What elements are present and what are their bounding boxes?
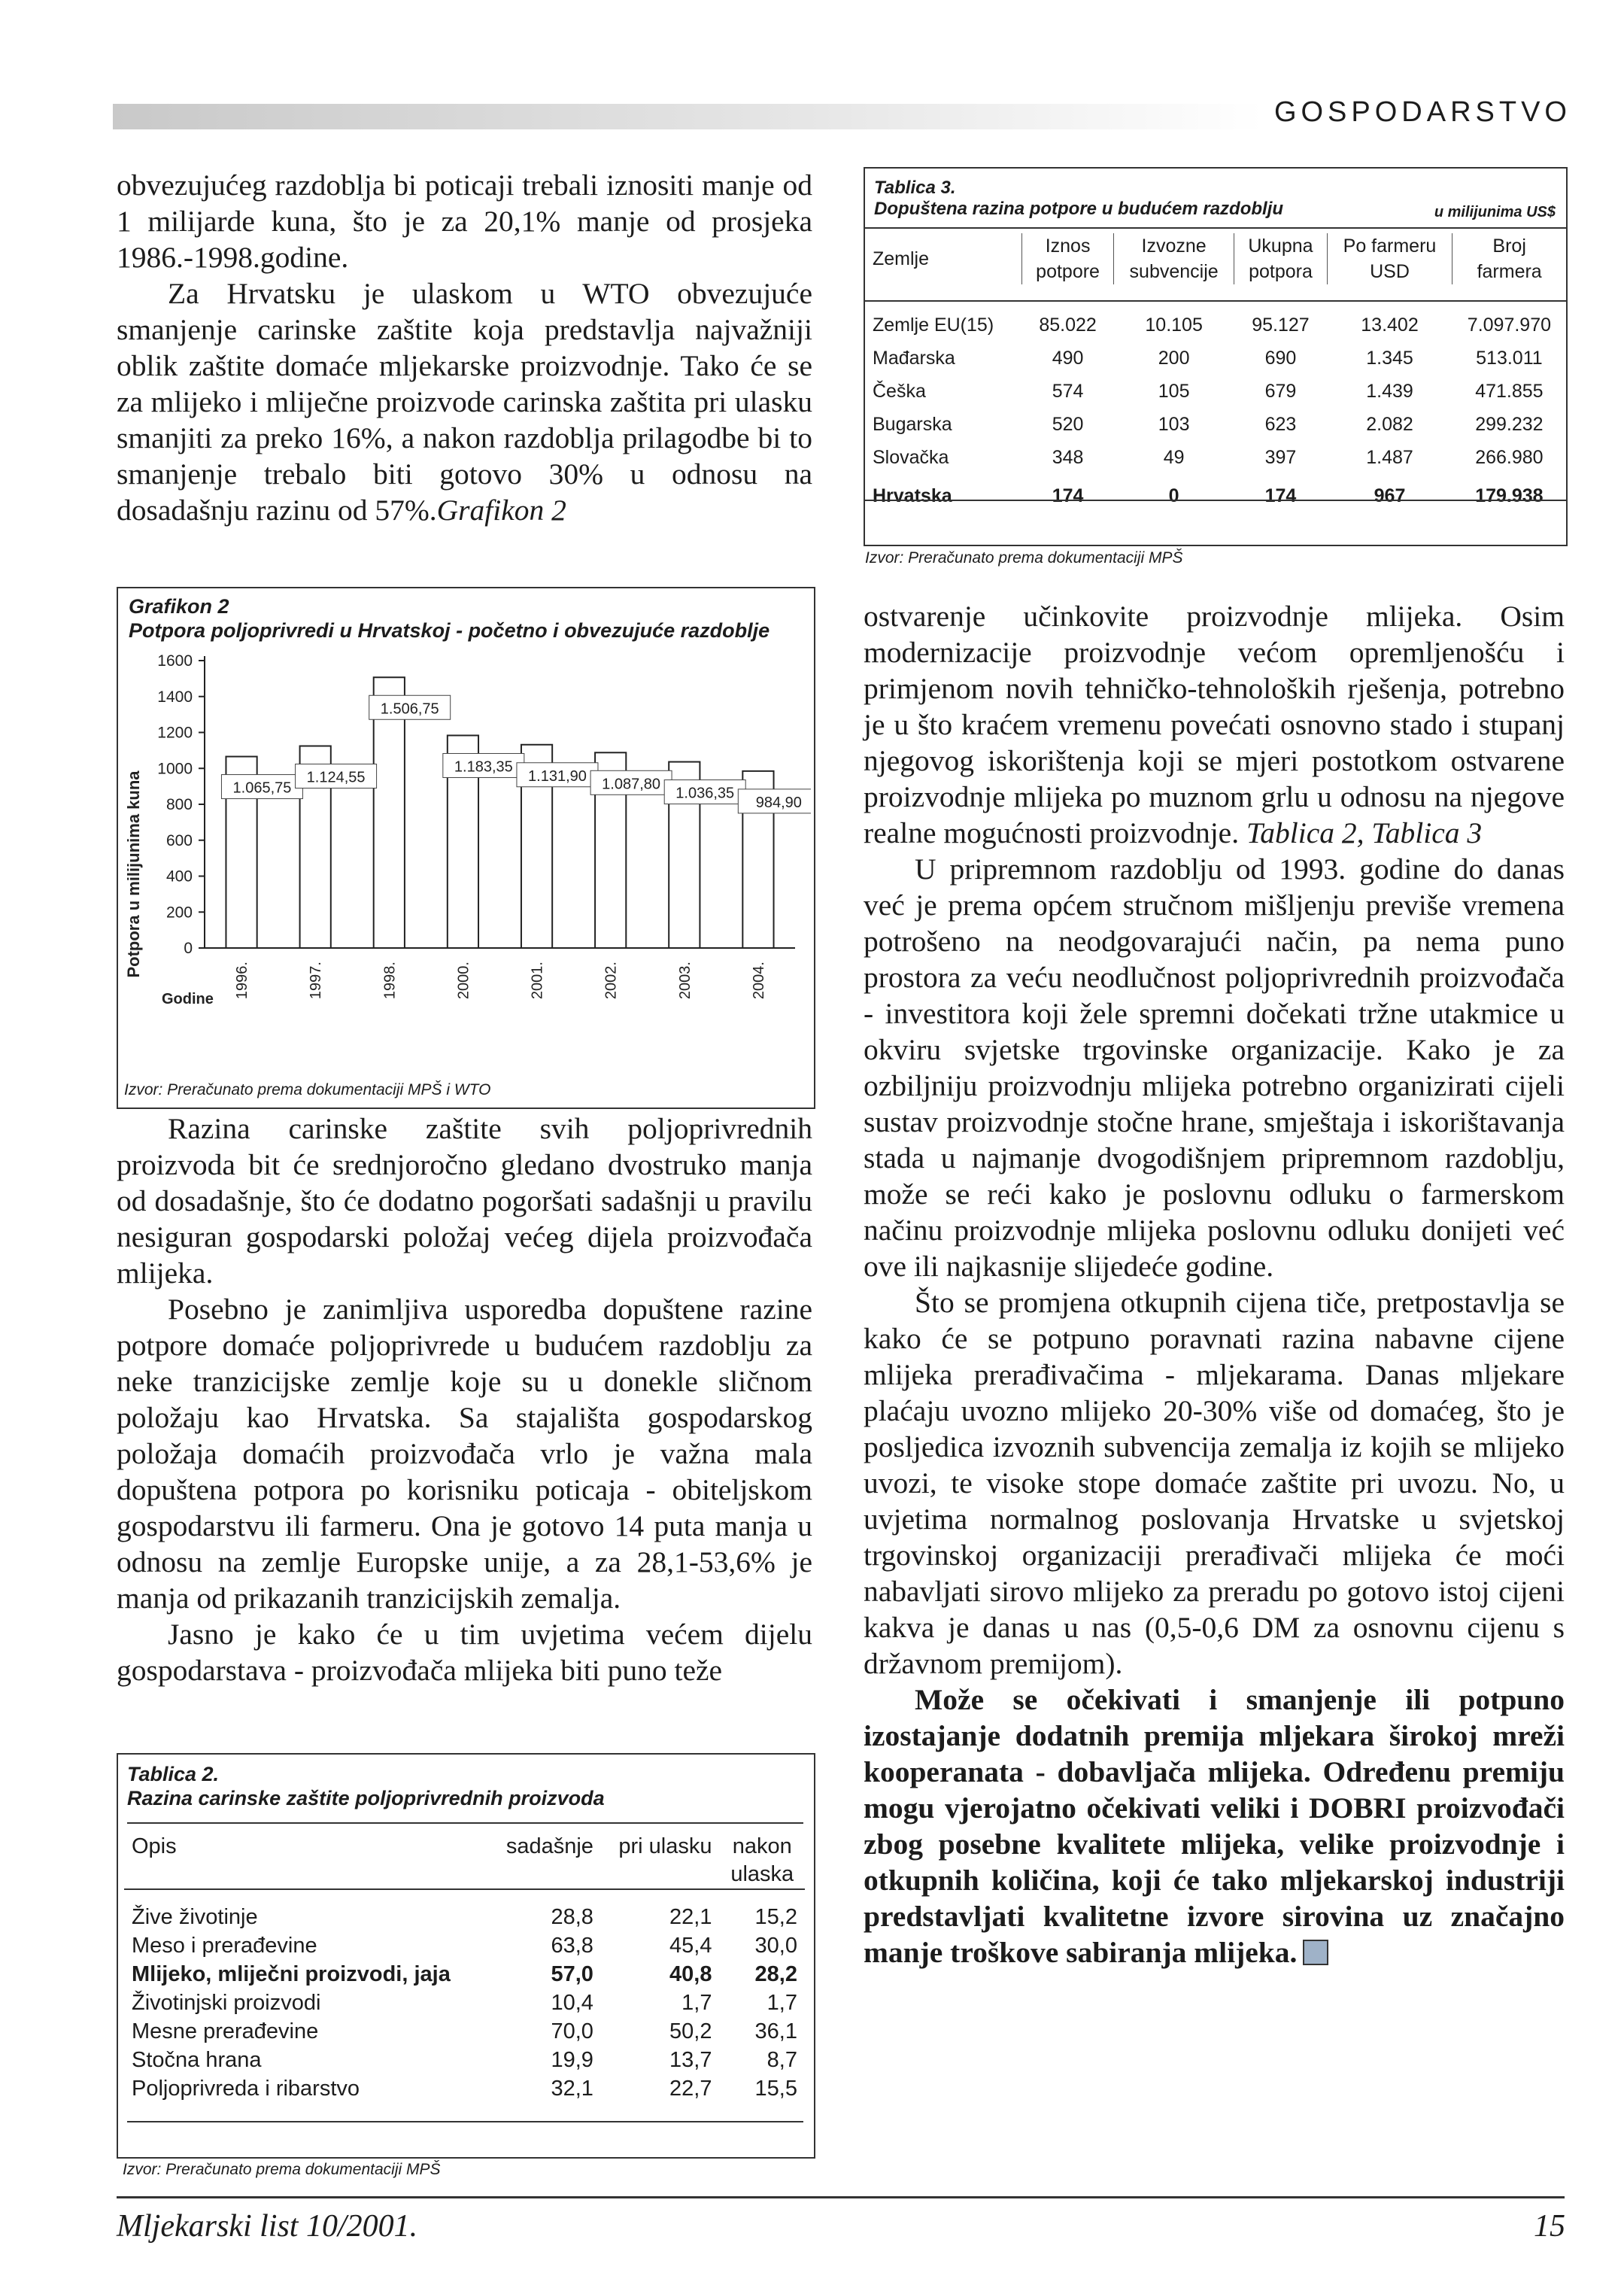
table-row-label: Zemlje EU(15) <box>873 314 994 336</box>
right-text <box>864 598 1565 1970</box>
x-tick-label: 1998. <box>381 962 399 1000</box>
table-cell: 679 <box>1264 380 1297 402</box>
y-tick-label: 1000 <box>157 760 193 778</box>
table2 <box>124 1832 805 2103</box>
table-cell: 520 <box>1052 413 1084 435</box>
table-cell: 397 <box>1264 446 1297 468</box>
data-label: 1.036,35 <box>675 785 735 802</box>
table-reference: Tablica 2, Tablica 3 <box>1246 816 1483 849</box>
table-row-label: Slovačka <box>873 446 949 468</box>
table-cell: 1,7 <box>766 1990 797 2015</box>
y-tick-label: 400 <box>165 867 193 886</box>
table-cell: 45,4 <box>669 1933 712 1958</box>
table3-unit: u milijunima US$ <box>1434 204 1556 220</box>
data-label: 1.506,75 <box>380 700 439 718</box>
table-cell: 2.082 <box>1366 413 1413 435</box>
header-bar <box>113 104 1264 129</box>
table2-source: Izvor: Preračunato prema dokumentaciji MPŠ <box>123 2161 441 2178</box>
table-cell: 1.439 <box>1366 380 1413 402</box>
chart-x-ticks <box>234 962 767 999</box>
table-row-label: Bugarska <box>873 413 952 435</box>
table-cell: 103 <box>1158 413 1190 435</box>
footer-rule <box>117 2196 1565 2198</box>
table-row <box>865 342 1566 375</box>
table-cell: 22,7 <box>669 2076 712 2101</box>
table-row <box>124 1931 805 1960</box>
table-cell: 49 <box>1163 446 1185 468</box>
x-tick-label: 2001. <box>529 962 546 1000</box>
left-text-top <box>117 167 812 528</box>
x-tick-label: 1996. <box>234 962 251 1000</box>
table-cell: 200 <box>1158 347 1190 369</box>
section-title: GOSPODARSTVO <box>1273 96 1571 128</box>
table-row <box>865 408 1566 441</box>
data-label: 984,90 <box>755 794 802 811</box>
table3-box <box>864 167 1568 546</box>
y-tick-label: 200 <box>165 904 193 922</box>
table-row-label: Mađarska <box>873 347 955 369</box>
table-row-label: Mesne prerađevine <box>132 2019 319 2043</box>
table-row <box>124 1960 805 1989</box>
table-cell: 1.345 <box>1366 347 1413 369</box>
x-tick-label: 2002. <box>603 962 620 1000</box>
chart-subtitle: Potpora poljoprivredi u Hrvatskoj - početno i obvezujuće razdoblje <box>129 619 770 642</box>
x-tick-label: 1997. <box>308 962 325 1000</box>
paragraph: Za Hrvatsku je ulaskom u WTO obvezujuće smanjenje carinske zaštite koja predstavlja najvažniji oblik zaštite domaće mljekarske proizvodnje. Tako će se za mlijeko i mliječne proizvode carinska zaštita pri ulasku smanjiti za preko 16%, a nakon razdoblja prilagodbe bi to smanjenje trebalo biti gotovo 30% u odnosu na dosadašnju razinu od 57%.Grafikon 2 <box>117 277 812 527</box>
table-cell: 36,1 <box>754 2019 797 2043</box>
table-cell: 13.402 <box>1361 314 1419 336</box>
y-tick-label: 800 <box>165 796 193 813</box>
data-label: 1.065,75 <box>232 779 292 797</box>
table-row-label: Meso i prerađevine <box>132 1933 317 1958</box>
y-tick-label: 1400 <box>157 688 193 706</box>
table-cell: 13,7 <box>669 2047 712 2072</box>
table-header: USD <box>1327 259 1452 284</box>
journal-name: Mljekarski list 10/2001. <box>117 2209 418 2244</box>
table-header: Broj <box>1452 233 1566 259</box>
table-header: Zemlje <box>873 248 930 269</box>
table-cell: 30,0 <box>754 1933 797 1958</box>
y-tick-label: 600 <box>165 831 193 849</box>
chart-y-label: Potpora u milijunima kuna <box>124 770 143 978</box>
chart-bars <box>226 677 773 948</box>
chart-label: Grafikon 2 <box>129 595 229 618</box>
table-cell: 0 <box>1168 485 1179 506</box>
table-row <box>124 1989 805 2017</box>
chart-figure <box>117 587 815 1109</box>
table-row <box>124 2017 805 2046</box>
table-cell: 15,5 <box>754 2076 797 2101</box>
paragraph: Jasno je kako će u tim uvjetima većem dijelu gospodarstava - proizvođača mlijeka biti puno teže <box>117 1618 812 1687</box>
table-cell: 85.022 <box>1039 314 1097 336</box>
table-cell: 95.127 <box>1252 314 1310 336</box>
table-cell: 348 <box>1052 446 1084 468</box>
bar-chart <box>118 649 811 1055</box>
table-cell: 57,0 <box>551 1961 593 1986</box>
table-cell: 299.232 <box>1475 413 1544 435</box>
table3-label: Tablica 3. <box>874 178 956 198</box>
y-tick-label: 1200 <box>157 724 193 742</box>
paragraph: Razina carinske zaštite svih poljoprivrednih proizvoda bit će srednjoročno gledano dvostruko manja od dosadašnje, što će dodatno pogoršati sadašnji u pravilu nesiguran gospodarski položaj većeg dijela proizvođača mlijeka. <box>117 1112 812 1290</box>
table-cell: 22,1 <box>669 1904 712 1929</box>
paragraph: Što se promjena otkupnih cijena tiče, pretpostavlja se kako će se potpuno poravnati razina nabavne cijene mlijeka prerađivačima - mljekarama. Danas mljekare plaćaju uvozno mlijeko 20-30% više od domaćeg, što je posljedica izvoznih subvencija zemalja iz kojih se mlijeko uvozi, te visoke stope domaće zaštite pri uvozu. No, u uvjetima normalnog poslovanja Hrvatske u svjetskoj trgovinskoj organizaciji prerađivači mlijeka će moći nabavljati sirovo mlijeko za preradu po gotovo istoj cijeni kakva je danas u nas (0,5-0,6 DM za osnovnu cijenu s državnom premijom). <box>864 1286 1565 1680</box>
table-cell: 690 <box>1264 347 1297 369</box>
table-row-label: Žive životinje <box>132 1904 258 1929</box>
table-cell: 28,2 <box>754 1961 797 1986</box>
table-cell: 28,8 <box>551 1904 593 1929</box>
data-label: 1.131,90 <box>528 767 587 785</box>
table-cell: 1,7 <box>681 1990 712 2015</box>
table-row-label: Stočna hrana <box>132 2047 262 2072</box>
table-row-label: Poljoprivreda i ribarstvo <box>132 2076 360 2101</box>
table-cell: 513.011 <box>1476 347 1543 369</box>
paragraph: U pripremnom razdoblju od 1993. godine do danas već je prema općem stručnom mišljenju previše vremena potrošeno na neodgovarajući način, pa nema puno prostora za veću neodlučnost poljoprivrednih proizvođača - investitora koji žele spremni dočekati tržne utakmice u okviru svjetske trgovinske organizacije. Kako je za ozbiljniju proizvodnju mlijeka potrebno organizirati cijeli sustav proizvodnje stočne hrane, smještaja i iskorištavanja stada u najmanje dvogodišnjem pripremnom razdoblju, može se reći kako je poslovnu odluku o farmerskom načinu proizvodnje mlijeka poslovnu odluku donijeti već ove ili najkasnije slijedeće godine. <box>864 852 1565 1283</box>
table-cell: 63,8 <box>551 1933 593 1958</box>
table-cell: 179.938 <box>1475 485 1544 506</box>
table-row-label: Češka <box>873 380 926 402</box>
table-cell: 174 <box>1264 485 1297 506</box>
table-row <box>865 441 1566 474</box>
chart-y-ticks <box>157 652 205 957</box>
table-header: ulaska <box>730 1862 794 1886</box>
end-square-icon <box>1303 1940 1328 1965</box>
table-header: Ukupna <box>1234 233 1327 259</box>
paragraph: obvezujućeg razdoblja bi poticaji trebali iznositi manje od 1 milijarde kuna, što je za 20,1% manje od prosjeka 1986.-1998.godine. <box>117 169 812 274</box>
table-cell: 623 <box>1264 413 1297 435</box>
table-cell: 490 <box>1052 347 1084 369</box>
table3 <box>865 233 1566 507</box>
table2-title: Razina carinske zaštite poljoprivrednih proizvoda <box>127 1787 605 1809</box>
table-cell: 471.855 <box>1475 380 1544 402</box>
table-row <box>865 474 1566 507</box>
table-cell: 266.980 <box>1475 446 1544 468</box>
table-row-label: Mlijeko, mliječni proizvodi, jaja <box>132 1961 451 1986</box>
table-row <box>124 1903 805 1931</box>
table-header: potpore <box>1022 259 1114 284</box>
paragraph: ostvarenje učinkovite proizvodnje mlijeka. Osim modernizacije proizvodnje većom opremljenošću i primjenom novih tehničko-tehnoloških rješenja, potrebno je u što kraćem vremenu povećati osnovno stado i stupanj njegovog iskorištenja koji se mjeri postotkom ostvarene proizvodnje mlijeka po muznom grlu u odnosu na njegove realne mogućnosti proizvodnje. Tablica 2, Tablica 3 <box>864 600 1565 849</box>
table-cell: 105 <box>1158 380 1190 402</box>
table-header: pri ulasku <box>618 1834 712 1858</box>
table-header-row <box>124 1832 805 1861</box>
y-tick-label: 0 <box>184 940 193 957</box>
table-header: subvencije <box>1114 259 1234 284</box>
left-text-middle <box>117 1111 812 1688</box>
table3-source: Izvor: Preračunato prema dokumentaciji MPŠ <box>865 549 1183 567</box>
figure-reference: Grafikon 2 <box>436 494 566 527</box>
table-header: nakon <box>732 1834 792 1858</box>
table-header-row <box>865 233 1566 259</box>
table-cell: 8,7 <box>766 2047 797 2072</box>
data-label: 1.183,35 <box>454 758 513 776</box>
x-tick-label: 2004. <box>750 962 767 1000</box>
table-header: sadašnje <box>505 1834 593 1858</box>
table-cell: 174 <box>1052 485 1084 506</box>
table-cell: 50,2 <box>669 2019 712 2043</box>
table-cell: 574 <box>1052 380 1084 402</box>
y-tick-label: 1600 <box>157 652 193 670</box>
paragraph-bold: Može se očekivati i smanjenje ili potpuno izostajanje dodatnih premija mljekara širokoj mreži kooperanata - dobavljača mlijeka. Određenu premiju mogu vjerojatno očekivati veliki i DOBRI proizvođači zbog posebne kvalitete mlijeka, velike proizvodnje i otkupnih količina, koji će tako mljekarskoj industriji predstavljati kvalitetne izvore sirovina uz značajno manje troškove sabiranja mlijeka. <box>864 1683 1565 1969</box>
table-cell: 19,9 <box>551 2047 593 2072</box>
table-header: potpora <box>1234 259 1327 284</box>
table-row <box>865 308 1566 342</box>
table-cell: 70,0 <box>551 2019 593 2043</box>
page-number: 15 <box>1534 2209 1565 2244</box>
table-cell: 1.487 <box>1366 446 1413 468</box>
data-label: 1.124,55 <box>306 769 366 786</box>
chart-source: Izvor: Preračunato prema dokumentaciji MPŠ i WTO <box>124 1081 491 1098</box>
table-cell: 967 <box>1374 485 1406 506</box>
table-cell: 40,8 <box>669 1961 712 1986</box>
table-row <box>124 2074 805 2103</box>
table-cell: 32,1 <box>551 2076 593 2101</box>
table-cell: 10.105 <box>1145 314 1203 336</box>
x-tick-label: 2003. <box>676 962 694 1000</box>
table-header: Iznos <box>1022 233 1114 259</box>
table-row-label: Životinjski proizvodi <box>132 1990 321 2015</box>
table2-box <box>117 1753 815 2159</box>
x-tick-label: 2000. <box>455 962 472 1000</box>
table-header-row <box>124 1861 805 1889</box>
table-cell: 15,2 <box>754 1904 797 1929</box>
table-row <box>124 2046 805 2074</box>
table-row <box>865 375 1566 408</box>
table2-label: Tablica 2. <box>127 1763 220 1785</box>
data-label: 1.087,80 <box>602 776 661 793</box>
chart-x-label: Godine <box>162 991 214 1007</box>
table-header: Po farmeru <box>1327 233 1452 259</box>
table3-title: Dopuštena razina potpore u budućem razdoblju <box>874 199 1284 219</box>
table-cell: 7.097.970 <box>1467 314 1552 336</box>
table-header: Izvozne <box>1114 233 1234 259</box>
table-header: farmera <box>1452 259 1566 284</box>
paragraph: Posebno je zanimljiva usporedba dopuštene razine potpore domaće poljoprivrede u budućem razdoblju za neke tranzicijske zemlje koje su u donekle sličnom položaju kao Hrvatska. Sa stajališta gospodarskog položaja domaćih proizvođača vrlo je važna mala dopuštena potpora po korisniku poticaja - obiteljskom gospodarstvu ili farmeru. Ona je gotovo 14 puta manja u odnosu na zemlje Europske unije, a za 28,1-53,6% je manja od prikazanih tranzicijskih zemalja. <box>117 1293 812 1615</box>
table-header: Opis <box>132 1834 177 1858</box>
table-cell: 10,4 <box>551 1990 593 2015</box>
table-row-label: Hrvatska <box>873 485 952 506</box>
